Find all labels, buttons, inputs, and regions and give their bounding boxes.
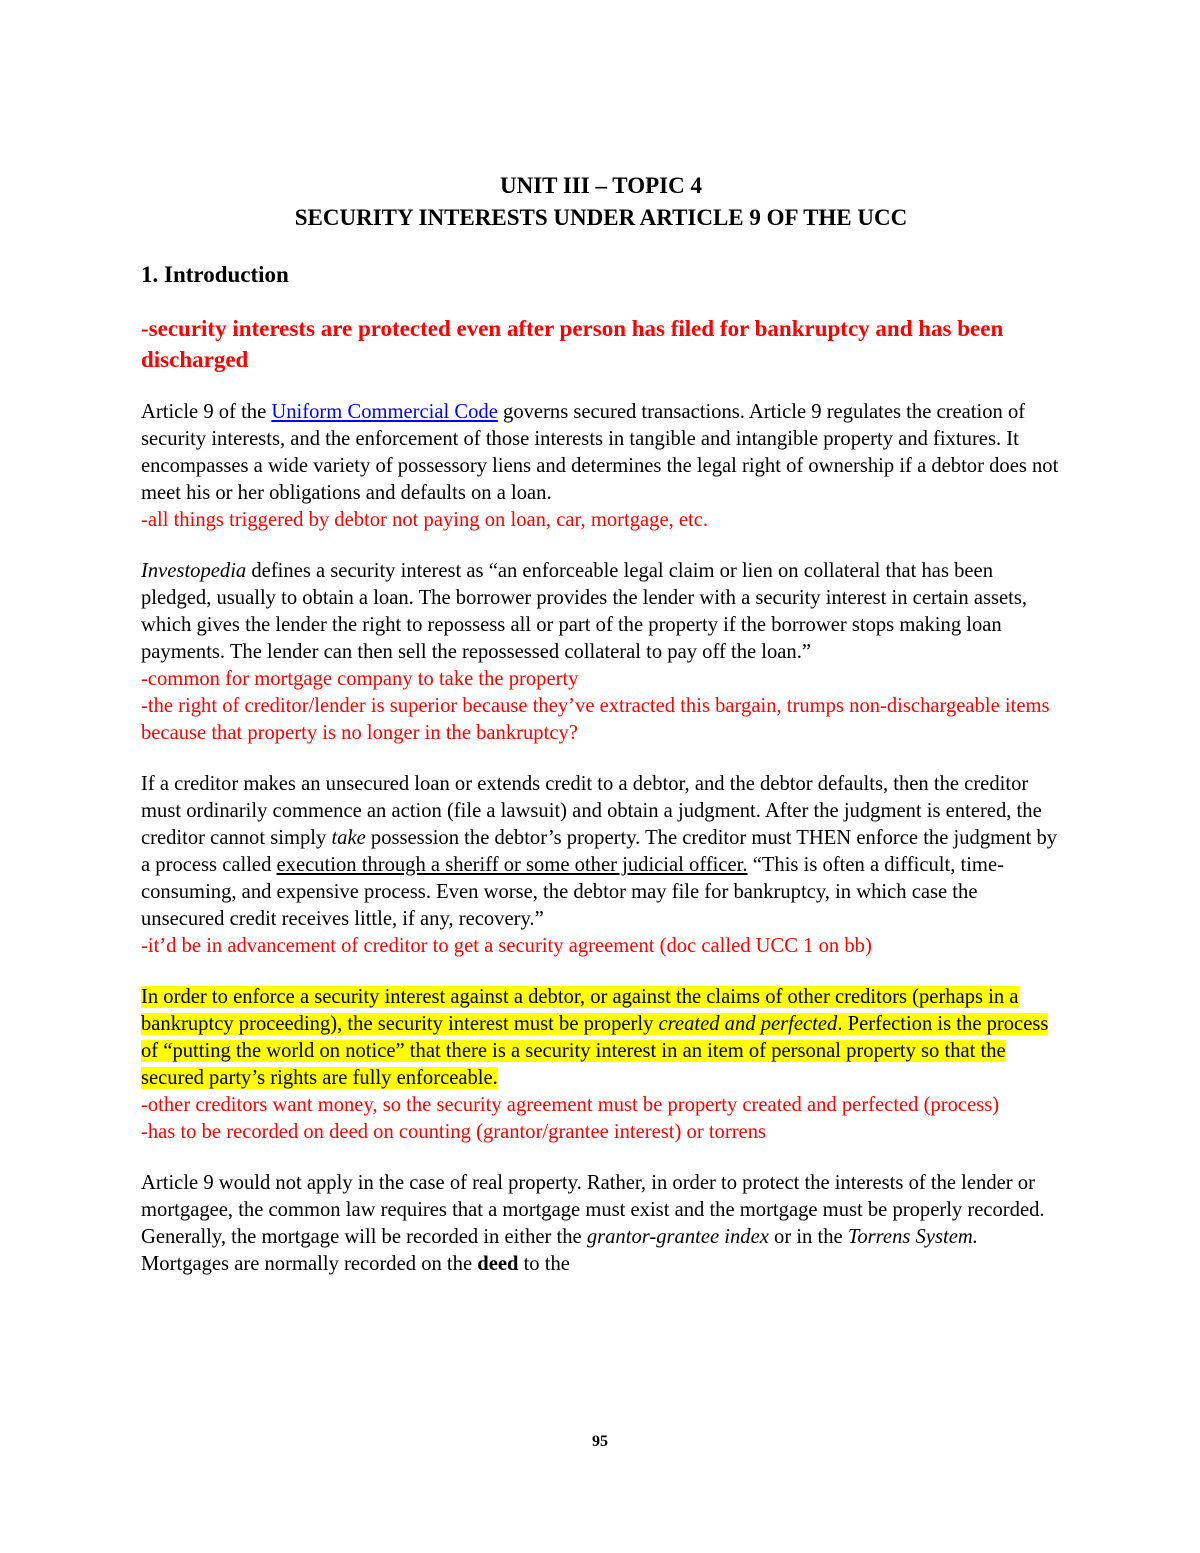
text-run: Article 9 of the: [141, 401, 272, 423]
emphasis: created and perfected: [658, 1013, 838, 1035]
paragraph-article9: [141, 399, 1061, 534]
text-run: or in the: [768, 1226, 848, 1248]
annotation-note: -all things triggered by debtor not paying on loan, car, mortgage, etc.: [141, 509, 709, 531]
text-run: Mortgages are normally recorded on the: [141, 1253, 478, 1275]
text-run: In order to enforce a security interest against a debtor, or against the claims of other creditors (perhaps in a bankruptcy proceeding), the security interest must be properly: [141, 986, 1019, 1035]
annotation-note: -common for mortgage company to take the property: [141, 668, 579, 690]
highlighted-text: [141, 986, 1048, 1089]
annotation-note: -other creditors want money, so the security agreement must be property created and perfected (process): [141, 1094, 1000, 1116]
text-run: defines a security interest as “an enforceable legal claim or lien on collateral that has been pledged, usually to obtain a loan. The borrower provides the lender with a security interest in certain assets, which gives the lender the right to repossess all or part of the property if the borrower stops making loan payments. The lender can then sell the repossessed collateral to pay off the loan.”: [141, 560, 1028, 663]
paragraph-unsecured-loan: [141, 771, 1061, 960]
text-run: . Perfection is the process of “putting the world on notice” that there is a security interest in an item of personal property so that the secured party’s rights are fully enforceable.: [141, 1013, 1049, 1089]
paragraph-text: [141, 1170, 1061, 1278]
paragraph-text: [141, 399, 1061, 507]
paragraph-real-property: [141, 1170, 1061, 1278]
annotation-note: -the right of creditor/lender is superior because they’ve extracted this bargain, trumps non-dischargeable items because that property is no longer in the bankruptcy?: [141, 695, 1050, 744]
annotation-note: -it’d be in advancement of creditor to get a security agreement (doc called UCC 1 on bb): [141, 935, 872, 957]
unit-heading: UNIT III – TOPIC 4: [500, 173, 702, 198]
annotation-note: -has to be recorded on deed on counting (grantor/grantee interest) or torrens: [141, 1121, 767, 1143]
paragraph-investopedia: [141, 558, 1061, 747]
emphasis: Torrens System.: [847, 1226, 978, 1248]
text-run: to the: [518, 1253, 570, 1275]
emphasis: take: [331, 827, 366, 849]
underlined-text: execution through a sheriff or some other judicial officer.: [276, 854, 748, 876]
document-title: SECURITY INTERESTS UNDER ARTICLE 9 OF THE UCC: [294, 205, 908, 230]
text-run: If a creditor makes an unsecured loan or extends credit to a debtor, and the debtor defaults, then the creditor must ordinarily commence an action (file a lawsuit) and obtain a judgment. After the judgment is entered, the creditor cannot simply: [141, 773, 1042, 849]
source-name: Investopedia: [141, 560, 247, 582]
paragraph-text: [141, 771, 1061, 933]
page-number: 95: [592, 1433, 608, 1450]
section-heading: 1. Introduction: [141, 262, 289, 287]
text-run: possession the debtor’s property. The creditor must THEN enforce the judgment by a process called: [141, 827, 1058, 876]
text-run: governs secured transactions. Article 9 regulates the creation of security interests, and the enforcement of those interests in tangible and intangible property and fixtures. It encompasses a wide variety of possessory liens and determines the legal right of ownership if a debtor does not meet his or her obligations and defaults on a loan.: [141, 401, 1059, 504]
ucc-link[interactable]: Uniform Commercial Code: [271, 401, 498, 423]
text-run: Article 9 would not apply in the case of real property. Rather, in order to protect the interests of the lender or mortgagee, the common law requires that a mortgage must exist and the mortgage must be properly recorded. Generally, the mortgage will be recorded in either the: [141, 1172, 1045, 1248]
paragraph-text: [141, 558, 1061, 666]
paragraph-perfection: [141, 984, 1061, 1146]
paragraph-text: [141, 984, 1061, 1092]
text-run: “This is often a difficult, time-consuming, and expensive process. Even worse, the debtor may file for bankruptcy, in which case the unsecured credit receives little, if any, recovery.”: [141, 854, 1004, 930]
page-content: [141, 170, 1061, 1278]
bold-term: deed: [477, 1253, 519, 1275]
emphasis: grantor-grantee index: [586, 1226, 769, 1248]
lead-note: -security interests are protected even after person has filed for bankruptcy and has been discharged: [141, 316, 1004, 372]
